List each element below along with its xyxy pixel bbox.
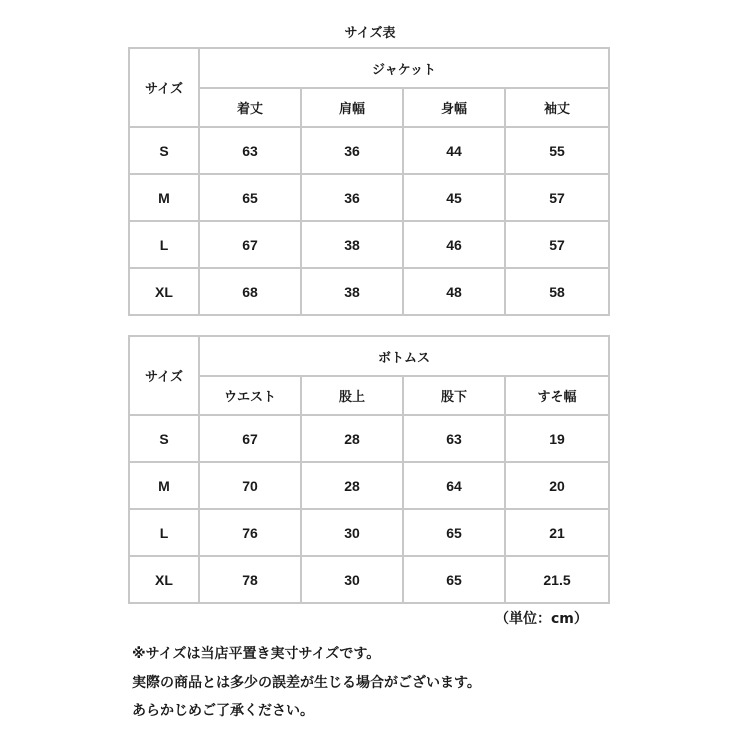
value-cell: 20 [505,462,609,509]
size-cell: L [129,509,199,556]
value-cell: 58 [505,268,609,315]
size-cell: L [129,221,199,268]
unit-label: （単位：cm） [495,611,588,627]
value-cell: 30 [301,509,403,556]
value-cell: 28 [301,462,403,509]
value-cell: 67 [199,415,301,462]
bottoms-group-header: ボトムス [199,336,609,376]
notes [132,640,481,726]
value-cell: 45 [403,174,505,221]
value-cell: 68 [199,268,301,315]
table-row [129,127,609,174]
value-cell: 36 [301,174,403,221]
value-cell: 44 [403,127,505,174]
column-header: 肩幅 [301,88,403,127]
table-row [129,174,609,221]
note-line: あらかじめご了承ください。 [132,703,314,719]
column-header: 股下 [403,376,505,415]
column-header: 身幅 [403,88,505,127]
jacket-size-table [128,47,610,316]
size-column-header: サイズ [129,48,199,127]
size-cell: M [129,174,199,221]
size-cell: XL [129,268,199,315]
value-cell: 63 [403,415,505,462]
value-cell: 36 [301,127,403,174]
table-row [129,509,609,556]
value-cell: 38 [301,221,403,268]
value-cell: 55 [505,127,609,174]
page-title: サイズ表 [344,26,396,41]
size-cell: S [129,127,199,174]
value-cell: 65 [403,556,505,603]
value-cell: 78 [199,556,301,603]
column-header: 袖丈 [505,88,609,127]
value-cell: 70 [199,462,301,509]
size-cell: XL [129,556,199,603]
column-header: すそ幅 [505,376,609,415]
value-cell: 19 [505,415,609,462]
value-cell: 21.5 [505,556,609,603]
table-row [129,415,609,462]
value-cell: 21 [505,509,609,556]
value-cell: 30 [301,556,403,603]
size-column-header: サイズ [129,336,199,415]
bottoms-size-table [128,335,610,604]
note-line: ※サイズは当店平置き実寸サイズです。 [132,646,381,662]
value-cell: 65 [403,509,505,556]
value-cell: 63 [199,127,301,174]
value-cell: 48 [403,268,505,315]
jacket-group-header: ジャケット [199,48,609,88]
value-cell: 57 [505,174,609,221]
value-cell: 57 [505,221,609,268]
table-row [129,462,609,509]
value-cell: 28 [301,415,403,462]
table-row [129,221,609,268]
value-cell: 38 [301,268,403,315]
size-cell: M [129,462,199,509]
value-cell: 46 [403,221,505,268]
size-cell: S [129,415,199,462]
value-cell: 64 [403,462,505,509]
value-cell: 67 [199,221,301,268]
value-cell: 76 [199,509,301,556]
column-header: 股上 [301,376,403,415]
table-row [129,556,609,603]
value-cell: 65 [199,174,301,221]
table-row [129,268,609,315]
note-line: 実際の商品とは多少の誤差が生じる場合がございます。 [132,674,481,691]
column-header: 着丈 [199,88,301,127]
column-header: ウエスト [199,376,301,415]
